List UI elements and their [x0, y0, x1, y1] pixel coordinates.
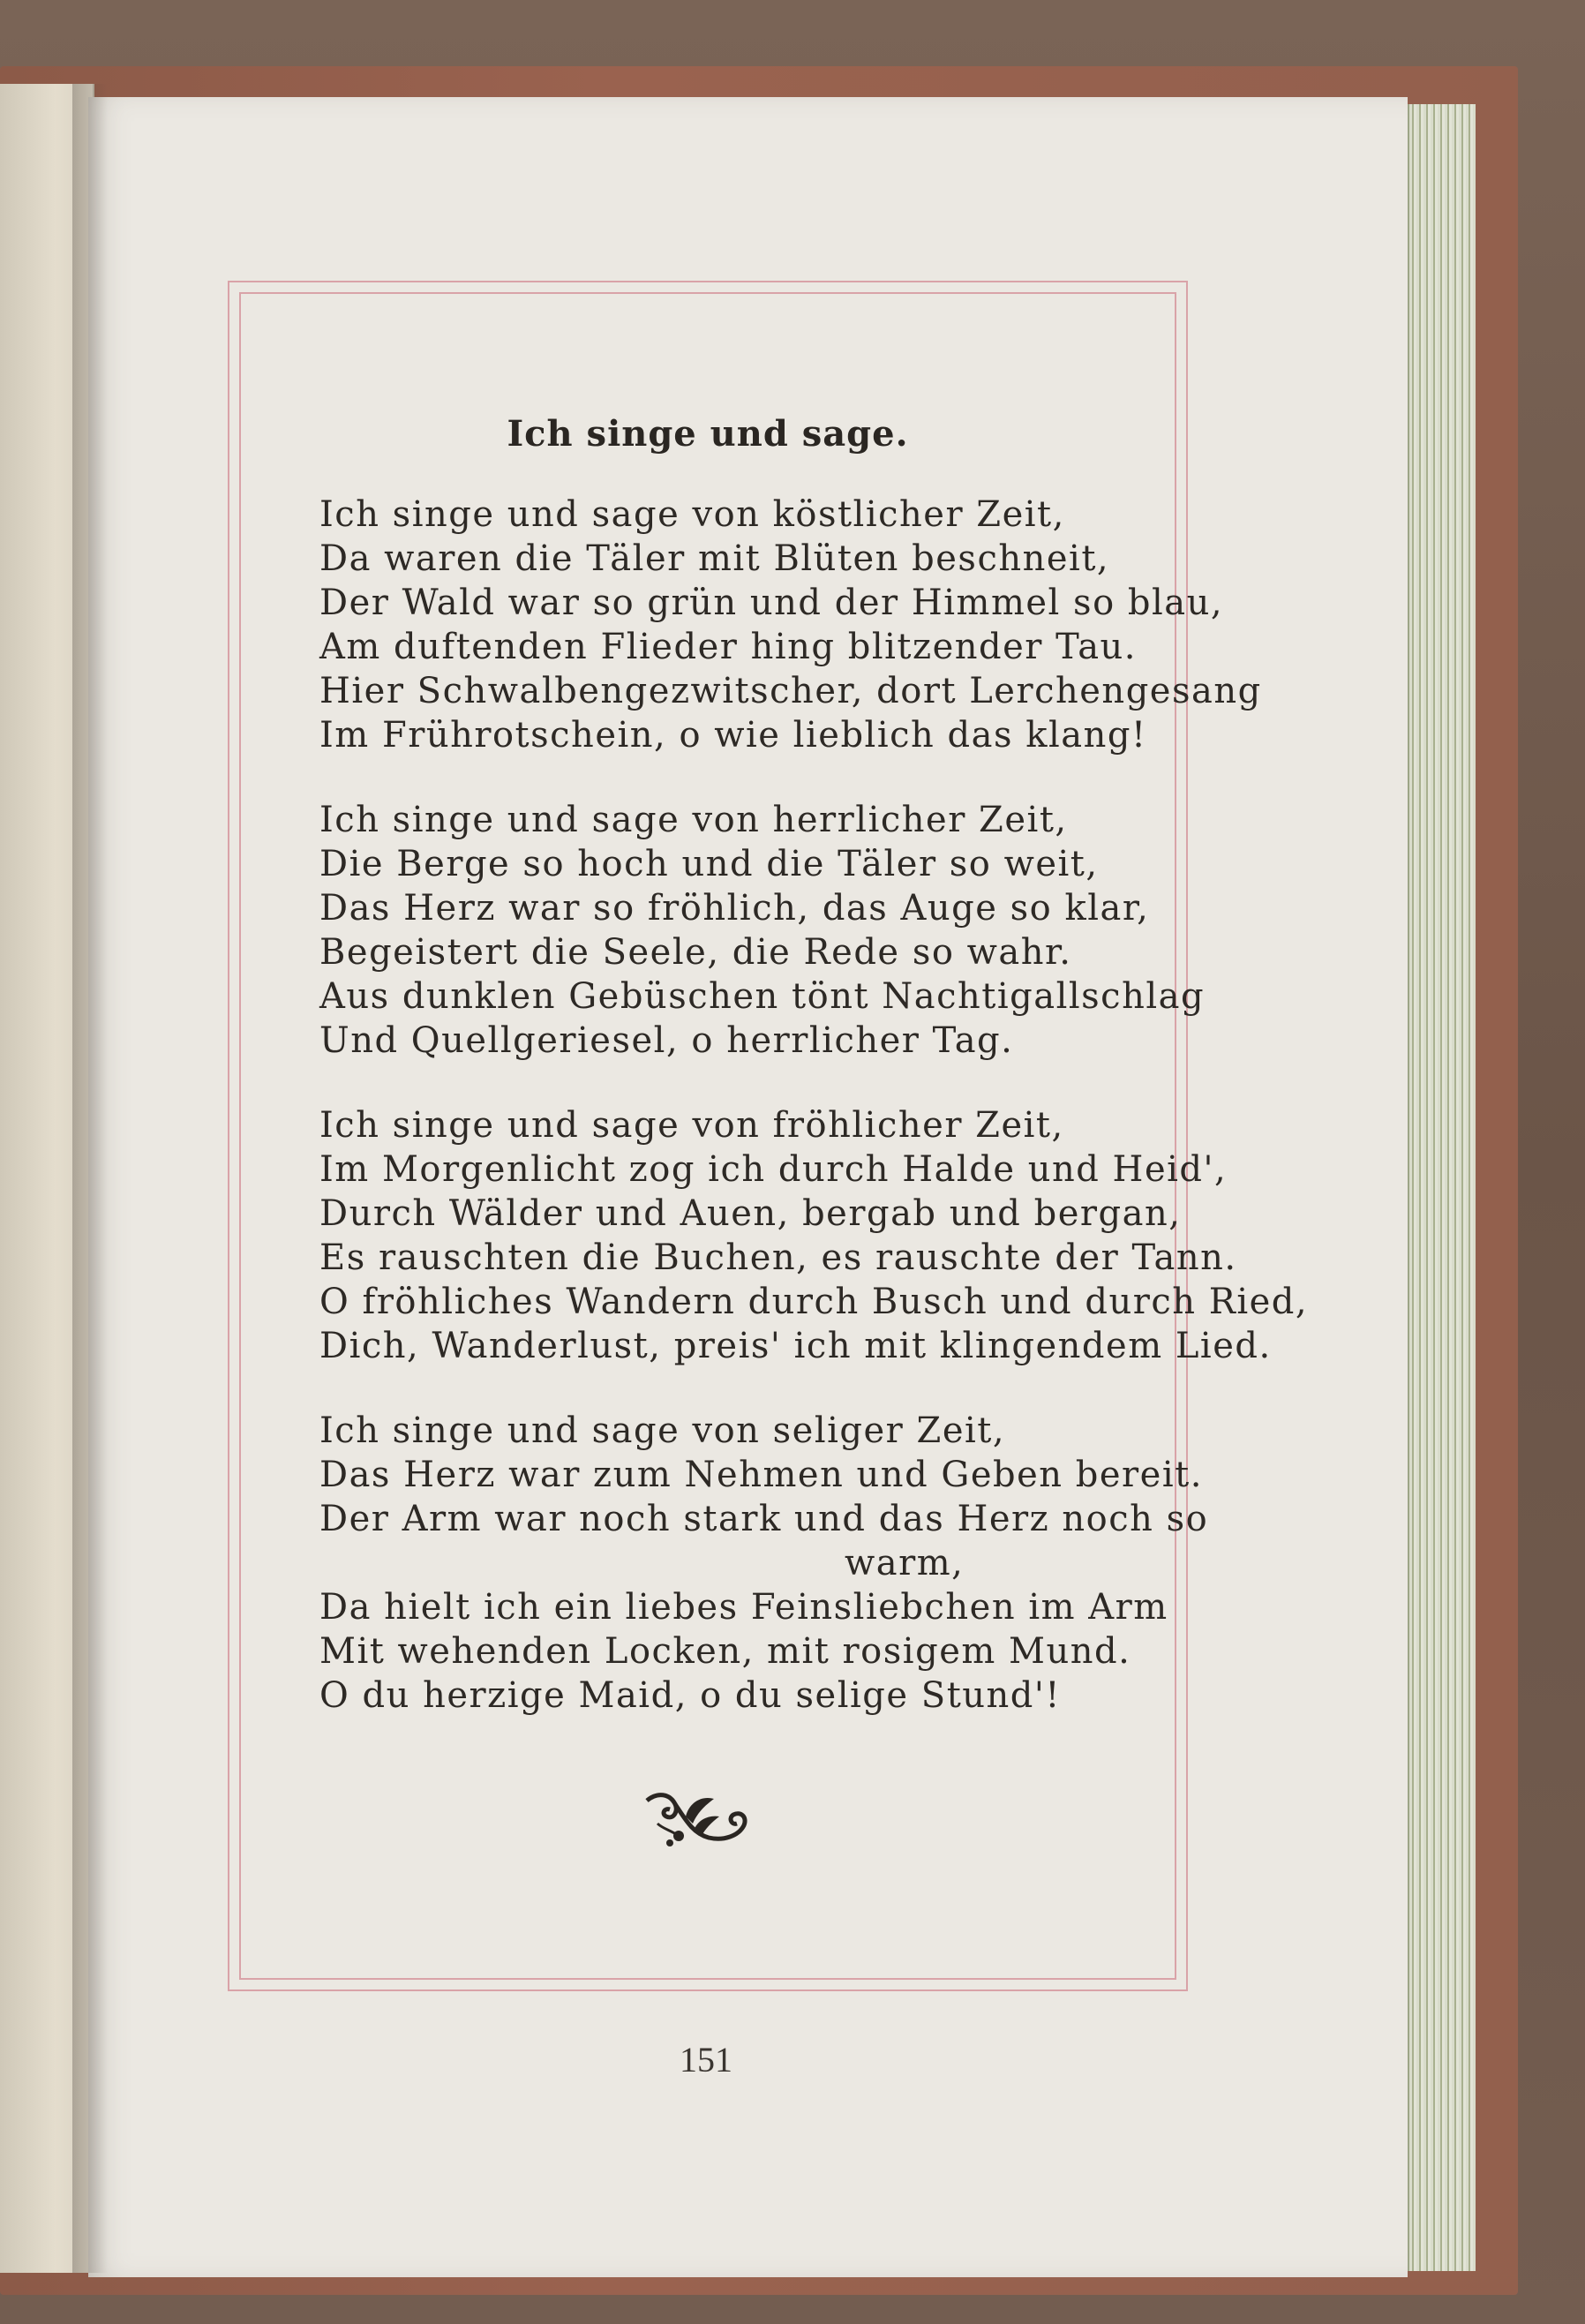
poem-body: [319, 493, 1309, 1758]
page-number: 151: [680, 2040, 732, 2080]
page-block-edges: [1408, 104, 1476, 2271]
poem-line: Aus dunklen Gebüschen tönt Nachtigallschlag: [319, 976, 1206, 1017]
floral-ornament-icon: [640, 1785, 755, 1855]
poem-line: Am duftenden Flieder hing blitzender Tau.: [319, 627, 1138, 667]
poem-line: Das Herz war zum Nehmen und Geben bereit.: [319, 1455, 1203, 1495]
stanza-2: [319, 798, 1206, 1063]
poem-line: Der Arm war noch stark und das Herz noch so: [319, 1499, 1209, 1539]
poem-line: Die Berge so hoch und die Täler so weit,: [319, 844, 1099, 884]
poem-line-continuation: warm,: [845, 1543, 965, 1583]
poem-line: Hier Schwalbengezwitscher, dort Lerchengesang: [319, 671, 1262, 711]
poem-line: Mit wehenden Locken, mit rosigem Mund.: [319, 1631, 1131, 1672]
poem-line: Im Morgenlicht zog ich durch Halde und Heid',: [319, 1149, 1228, 1190]
gutter-shadow: [72, 84, 108, 2273]
poem-title: Ich singe und sage.: [507, 413, 909, 455]
stanza-3: [319, 1103, 1309, 1368]
poem-line: Da hielt ich ein liebes Feinsliebchen im Arm: [319, 1587, 1168, 1628]
stanza-4: [319, 1409, 1209, 1718]
poem-line: Und Quellgeriesel, o herrlicher Tag.: [319, 1020, 1014, 1061]
poem-line: Im Frührotschein, o wie lieblich das klang!: [319, 715, 1147, 756]
poem-line: Da waren die Täler mit Blüten beschneit,: [319, 538, 1110, 579]
stanza-1: [319, 493, 1262, 757]
poem-line: Ich singe und sage von fröhlicher Zeit,: [319, 1105, 1064, 1146]
poem-line: Ich singe und sage von herrlicher Zeit,: [319, 800, 1068, 840]
poem-line: Der Wald war so grün und der Himmel so blau,: [319, 583, 1224, 623]
poem-line: Ich singe und sage von seliger Zeit,: [319, 1410, 1006, 1451]
poem-line: Begeistert die Seele, die Rede so wahr.: [319, 932, 1072, 973]
poem-line: Es rauschten die Buchen, es rauschte der Tann.: [319, 1237, 1237, 1278]
poem-line: Ich singe und sage von köstlicher Zeit,: [319, 494, 1065, 535]
poem-line: Das Herz war so fröhlich, das Auge so klar,: [319, 888, 1150, 929]
poem-line: Durch Wälder und Auen, bergab und bergan,: [319, 1193, 1182, 1234]
poem-line: O du herzige Maid, o du selige Stund'!: [319, 1675, 1061, 1716]
poem-line: O fröhliches Wandern durch Busch und durch Ried,: [319, 1282, 1309, 1322]
poem-line: Dich, Wanderlust, preis' ich mit klingendem Lied.: [319, 1326, 1272, 1366]
